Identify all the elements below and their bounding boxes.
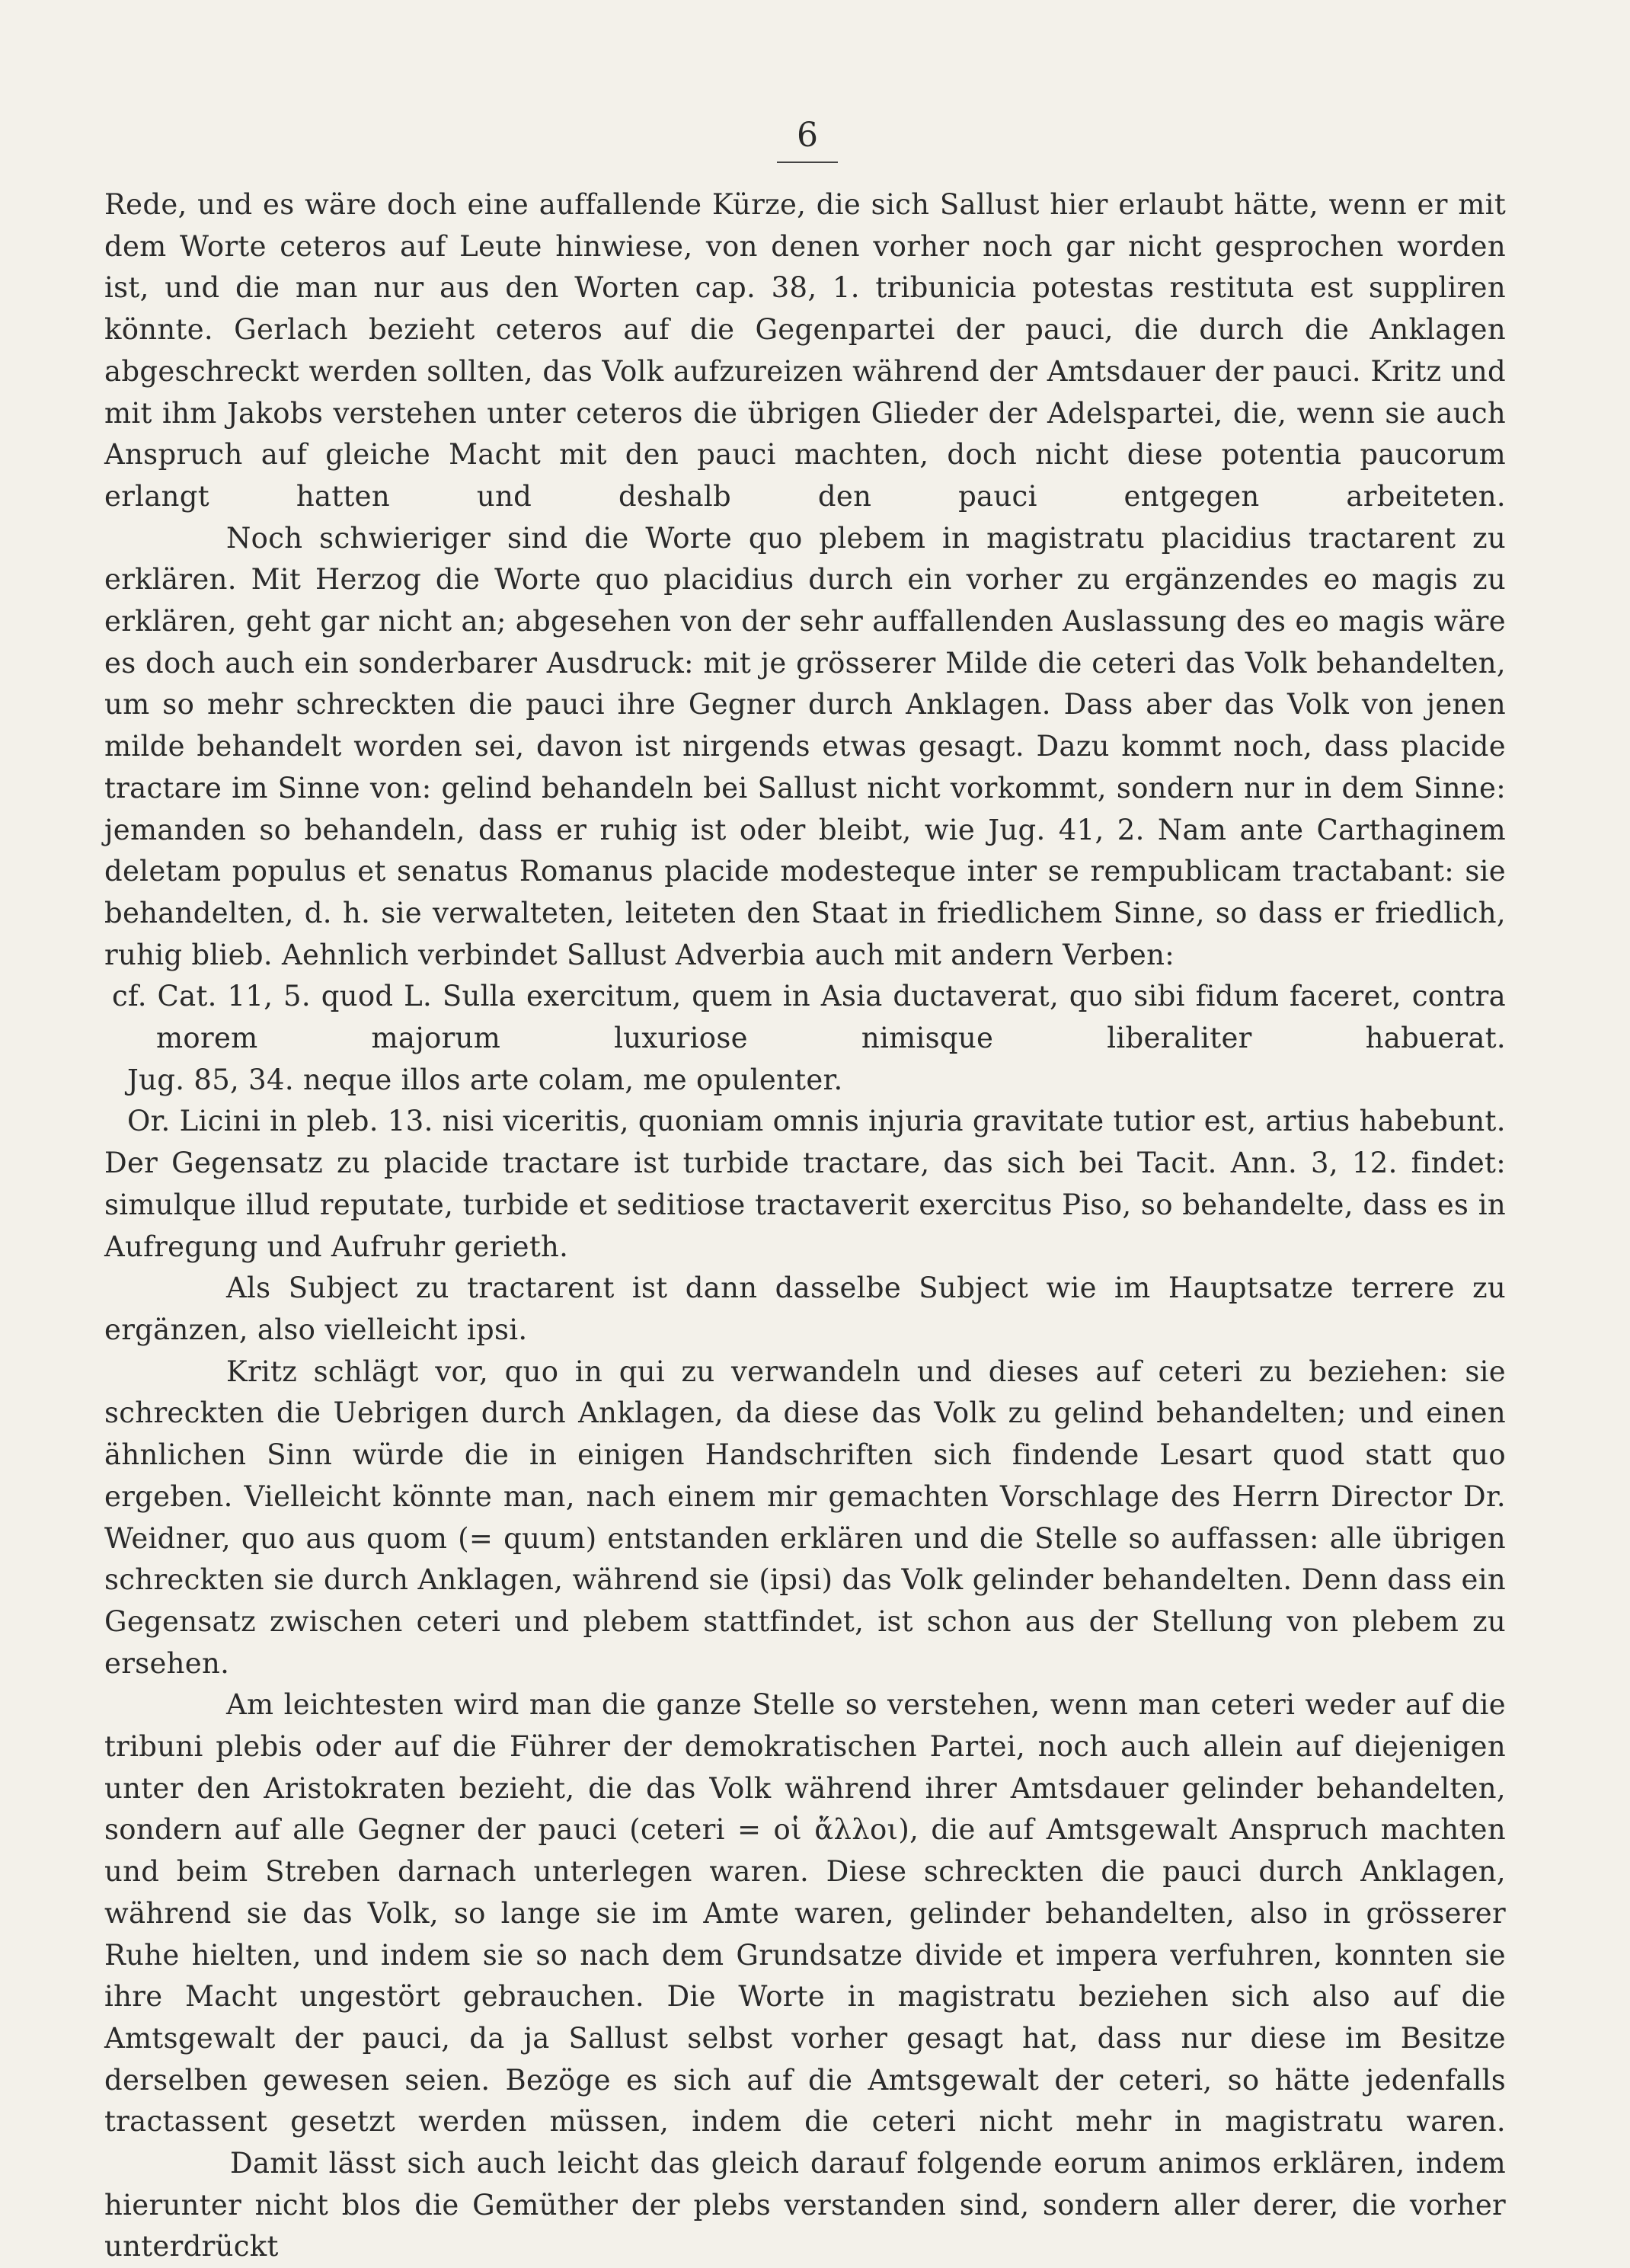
citation: Or. Licini in pleb. 13. nisi viceritis, quoniam omnis injuria gravitate tutior est, artius habebunt. [127, 1105, 1506, 1138]
paragraph: Als Subject zu tractarent ist dann dasselbe Subject wie im Hauptsatze terrere zu ergänzen, also vielleicht ipsi. [104, 1272, 1506, 1346]
paragraph: Noch schwieriger sind die Worte quo plebem in magistratu placidius tractarent zu erklären. Mit Herzog die Worte quo placidius durch ein vorher zu ergänzendes eo magis zu erklären, geht gar nicht an; abgesehen von der sehr auffallenden Auslassung des eo magis wäre es doch auch ein sonderbarer Ausdruck: mit je grösserer Milde die ceteri das Volk behandelten, um so mehr schreckten die pauci ihre Gegner durch Anklagen. Dass aber das Volk von jenen milde behandelt worden sei, davon ist nirgends etwas gesagt. Dazu kommt noch, dass placide tractare im Sinne von: gelind behandeln bei Sallust nicht vorkommt, sondern nur in dem Sinne: jemanden so behandeln, dass er ruhig ist oder bleibt, wie Jug. 41, 2. Nam ante Carthaginem deletam populus et senatus Romanus placide modesteque inter se rempublicam tractabant: sie behandelten, d. h. sie verwalteten, leiteten den Staat in friedlichem Sinne, so dass er friedlich, ruhig blieb. Aehnlich verbindet Sallust Adverbia auch mit andern Verben: [104, 521, 1506, 971]
paragraph: Am leichtesten wird man die ganze Stelle so verstehen, wenn man ceteri weder auf die tribuni plebis oder auf die Führer der demokratischen Partei, noch auch allein auf diejenigen unter den Aristokraten bezieht, die das Volk während ihrer Amtsdauer gelinder behandelten, sondern auf alle Gegner der pauci (ceteri = οἱ ἄλλοι), die auf Amtsgewalt Anspruch machten und beim Streben darnach unterlegen waren. Diese schreckten die pauci durch Anklagen, während sie das Volk, so lange sie im Amte waren, gelinder behandelten, also in grösserer Ruhe hielten, und indem sie so nach dem Grundsatze divide et impera verfuhren, konnten sie ihre Macht ungestört gebrauchen. Die Worte in magistratu beziehen sich also auf die Amtsgewalt der pauci, da ja Sallust selbst vorher gesagt hat, dass nur diese im Besitze derselben gewesen seien. Bezöge es sich auf die Amtsgewalt der ceteri, so hätte jedenfalls tractassent gesetzt werden müssen, indem die ceteri nicht mehr in magistratu waren. [104, 1688, 1506, 2138]
paragraph: Rede, und es wäre doch eine auffallende Kürze, die sich Sallust hier erlaubt hätte, wenn er mit dem Worte ceteros auf Leute hinwiese, von denen vorher noch gar nicht gesprochen worden ist, und die man nur aus den Worten cap. 38, 1. tribunicia potestas restituta est suppliren könnte. Gerlach bezieht ceteros auf die Gegenpartei der pauci, die durch die Anklagen abgeschreckt werden sollten, das Volk aufzureizen während der Amtsdauer der pauci. Kritz und mit ihm Jakobs verstehen unter ceteros die übrigen Glieder der Adelspartei, die, wenn sie auch Anspruch auf gleiche Macht mit den pauci machten, doch nicht diese potentia paucorum erlangt hatten und deshalb den pauci entgegen arbeiteten. [104, 188, 1506, 513]
body-text [104, 184, 1506, 2268]
page-number: 6 [777, 113, 838, 163]
paragraph: Der Gegensatz zu placide tractare ist turbide tractare, das sich bei Tacit. Ann. 3, 12. findet: simulque illud reputate, turbide et seditiose tractaverit exercitus Piso, so behandelte, dass es in Aufregung und Aufruhr gerieth. [104, 1147, 1506, 1263]
paragraph: Damit lässt sich auch leicht das gleich darauf folgende eorum animos erklären, indem hierunter nicht blos die Gemüther der plebs verstanden sind, sondern aller derer, die vorher unterdrückt [104, 2147, 1506, 2263]
paragraph: Kritz schlägt vor, quo in qui zu verwandeln und dieses auf ceteri zu beziehen: sie schreckten die Uebrigen durch Anklagen, da diese das Volk zu gelind behandelten; und einen ähnlichen Sinn würde die in einigen Handschriften sich findende Lesart quod statt quo ergeben. Vielleicht könnte man, nach einem mir gemachten Vorschlage des Herrn Director Dr. Weidner, quo aus quom (= quum) entstanden erklären und die Stelle so auffassen: alle übrigen schreckten sie durch Anklagen, während sie (ipsi) das Volk gelinder behandelten. Denn dass ein Gegensatz zwischen ceteri und plebem stattfindet, ist schon aus der Stellung von plebem zu ersehen. [104, 1355, 1506, 1680]
citation: cf. Cat. 11, 5. quod L. Sulla exercitum, quem in Asia ductaverat, quo sibi fidum faceret, contra morem majorum luxuriose nimisque liberaliter habuerat. [112, 980, 1506, 1055]
citation: Jug. 85, 34. neque illos arte colam, me opulenter. [127, 1063, 843, 1096]
